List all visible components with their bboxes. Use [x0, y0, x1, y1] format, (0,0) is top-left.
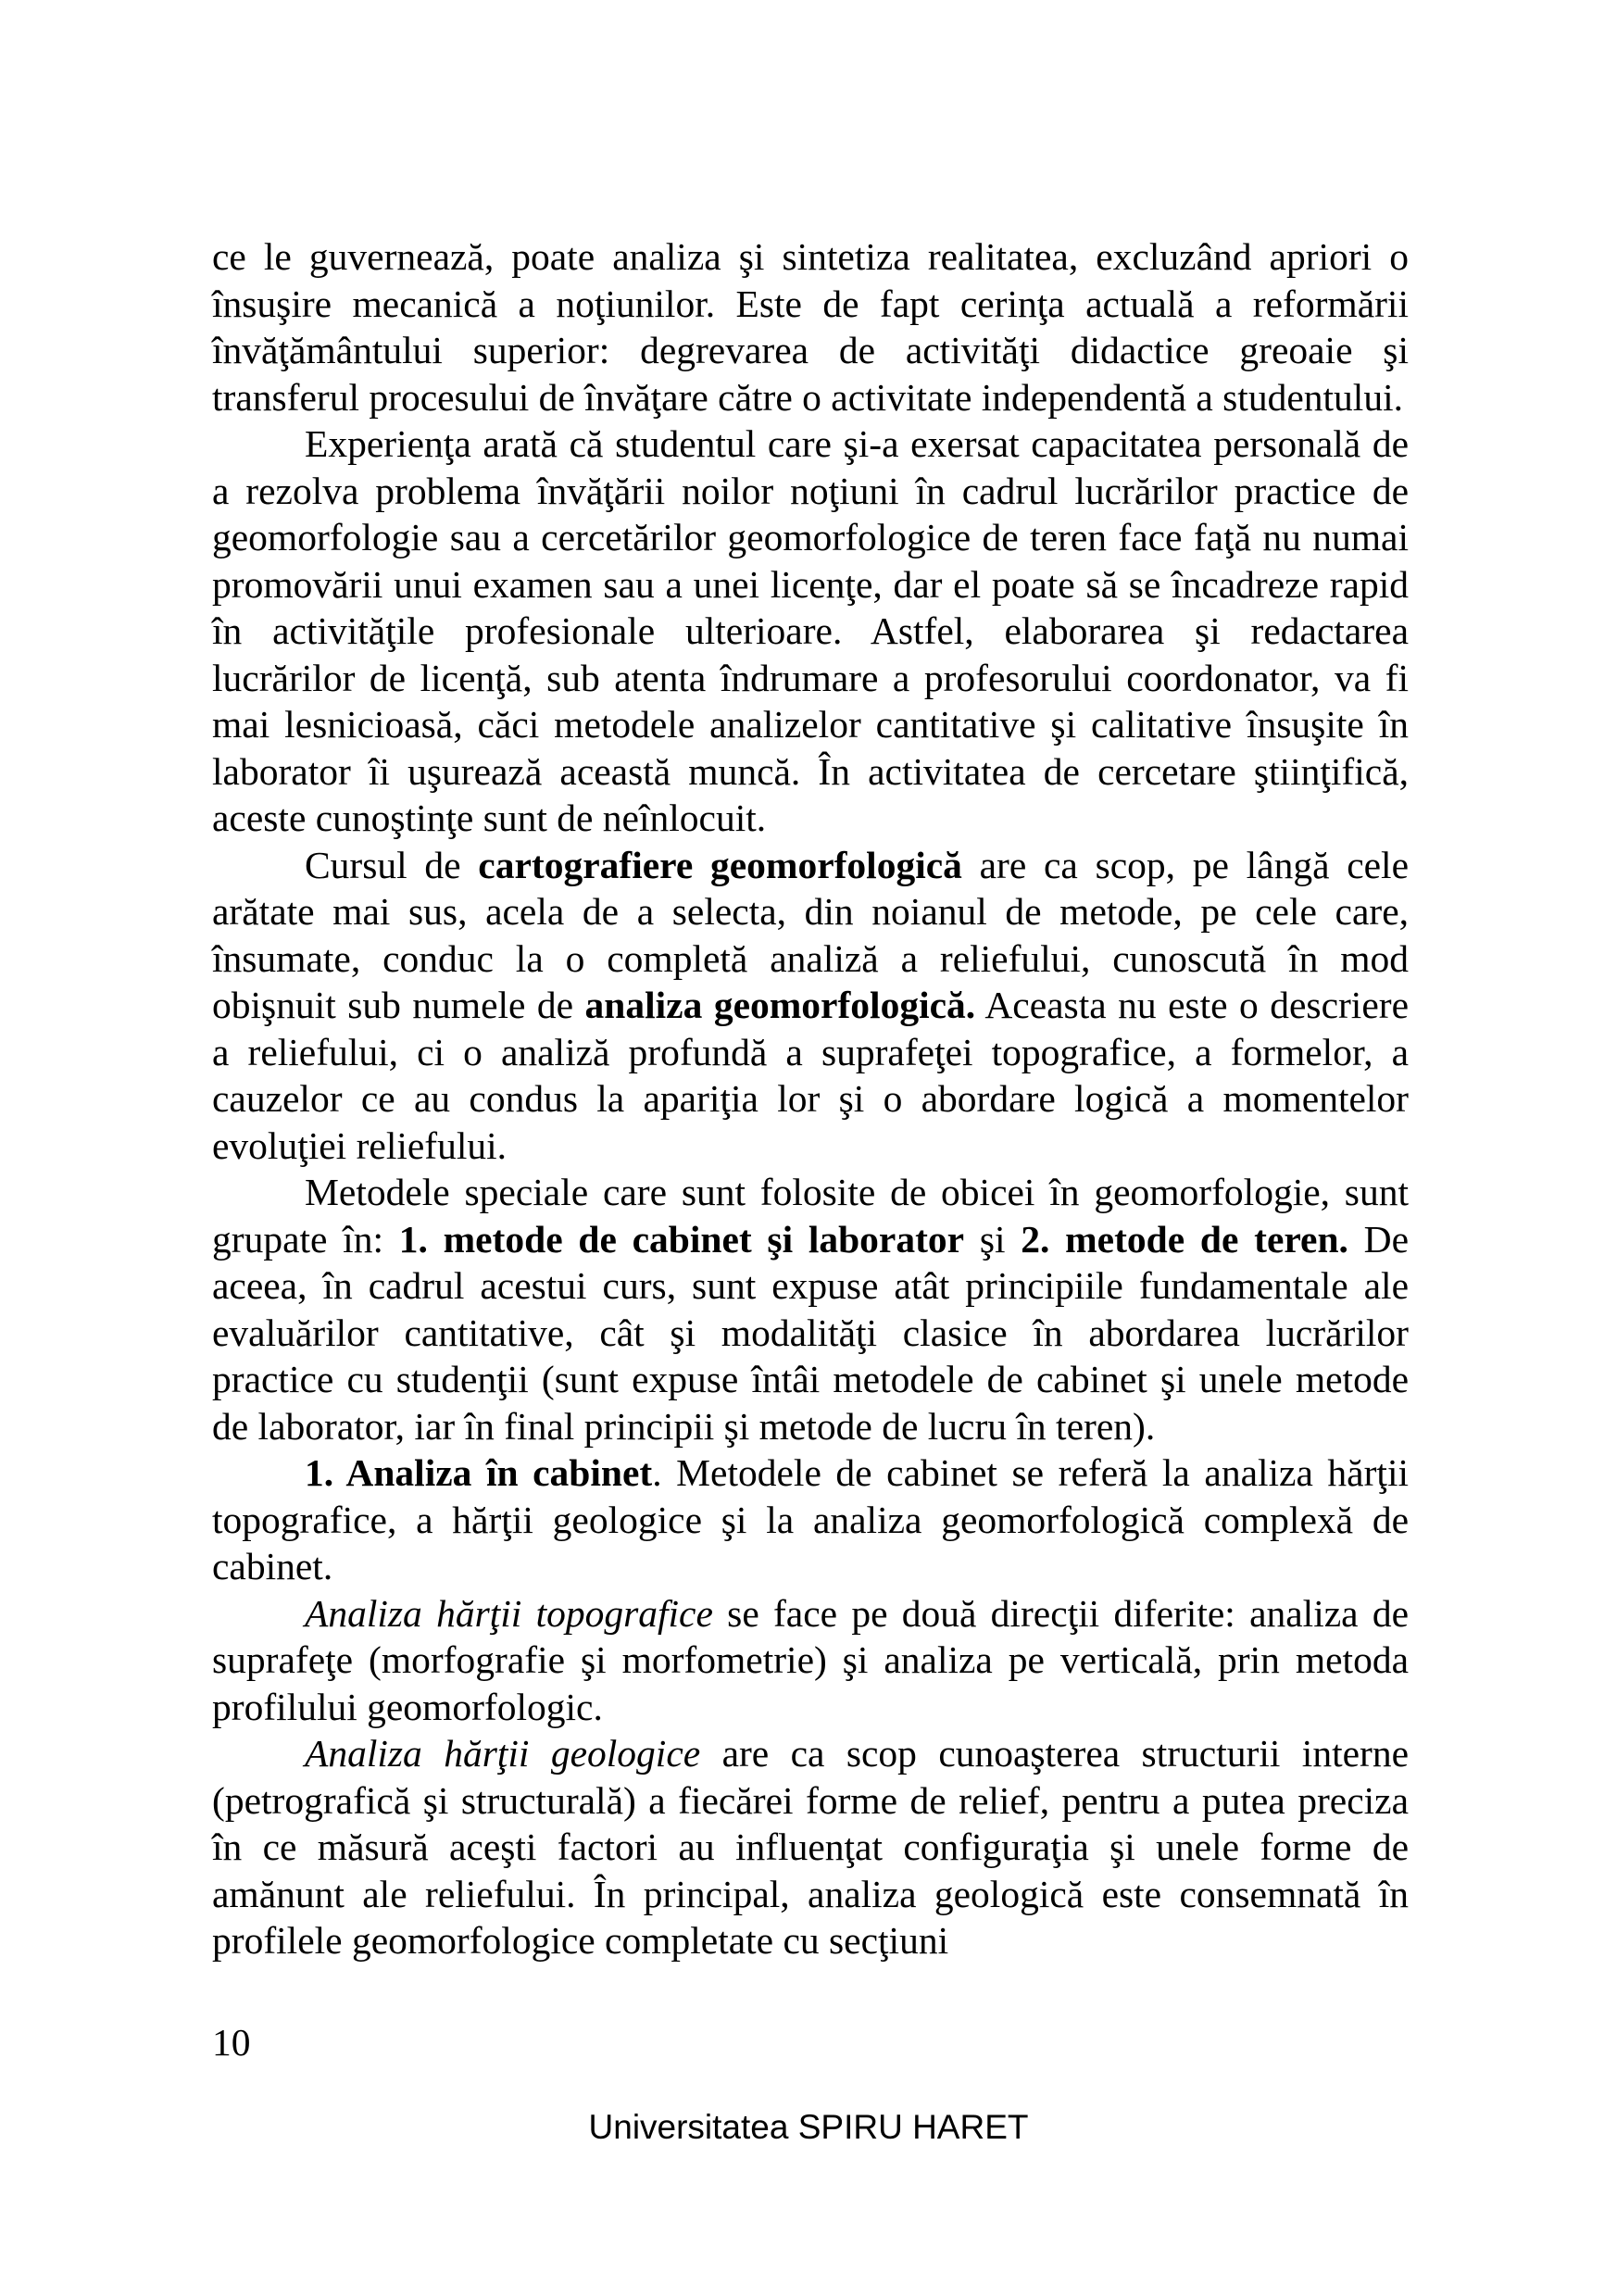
text-run: şi — [964, 1217, 1022, 1261]
italic-term-topografice: Analiza hărţii topografice — [305, 1591, 713, 1635]
paragraph-6 — [212, 1590, 1409, 1731]
bold-term-cartografiere: cartografiere geomorfologică — [478, 843, 962, 886]
paragraph-7 — [212, 1730, 1409, 1964]
paragraph-4 — [212, 1169, 1409, 1449]
bold-term-teren: 2. metode de teren. — [1021, 1217, 1348, 1261]
bold-term-analiza: analiza geomorfologică. — [584, 984, 976, 1026]
text-run: are ca scop, pe lângă cele arătate mai sus, acela de a selecta, din noianul de metode, pe cele care, însumate, conduc la o completă analiză a reliefului, cunoscută în mod obişnuit sub numele de — [212, 843, 1409, 1026]
text-run: Metodele speciale care sunt folosite de obicei în geomorfologie, sunt grupate în: — [212, 1171, 1409, 1261]
text-run: Cursul de — [305, 843, 479, 886]
section-heading: 1. Analiza în cabinet — [305, 1451, 653, 1494]
paragraph-2 — [212, 420, 1409, 842]
text-run: Experienţa arată că studentul care şi-a exersat capacitatea personală de a rezolva problema învăţării noilor noţiuni în cadrul lucrărilor practice de geomorfologie sau a cercetărilor geomorfologice de teren face faţă nu numai promovării unui examen sau a unei licenţe, dar el poate să se încadreze rapid în activităţile profesionale ulterioare. Astfel, elaborarea şi redactarea lucrărilor de licenţă, sub atenta îndrumare a profesorului coordonator, va fi mai lesnicioasă, căci metodele analizelor cantitative şi calitative însuşite în laborator îi uşurează această muncă. În activitatea de cercetare ştiinţifică, aceste cunoştinţe sunt de neînlocuit. — [212, 422, 1409, 839]
text-run: . Metodele de cabinet se referă la analiza hărţii topografice, a hărţii geologice şi la analiza geomorfologică complexă de cabinet. — [212, 1451, 1410, 1587]
bold-term-cabinet: 1. metode de cabinet şi laborator — [398, 1217, 965, 1261]
footer-university: Universitatea SPIRU HARET — [588, 2108, 1029, 2146]
text-run: ce le guvernează, poate analiza şi sintetiza realitatea, excluzând apriori o însuşire mecanică a noţiunilor. Este de fapt cerinţa actuală a reformării învăţământului superior: degrevarea de activităţi didactice greoaie şi transferul procesului de învăţare către o activitate independentă a studentului. — [212, 235, 1409, 419]
page-body-text — [212, 233, 1409, 1964]
page-number: 10 — [212, 2021, 251, 2064]
paragraph-5 — [212, 1449, 1409, 1590]
text-run: De aceea, în cadrul acestui curs, sunt expuse atât principiile fundamentale ale evaluărilor cantitative, cât şi modalităţi clasice în abordarea lucrărilor practice cu studenţii (sunt expuse întâi metodele de cabinet şi unele metode de laborator, iar în final principii şi metode de lucru în teren). — [212, 1217, 1410, 1448]
text-run: are ca scop cunoaşterea structurii interne (petrografică şi structurală) a fiecărei forme de relief, pentru a putea preciza în ce măsură aceşti factori au influenţat configuraţia şi unele forme de amănunt ale reliefului. În principal, analiza geologică este consemnată în profilele geomorfologice completate cu secţiuni — [212, 1732, 1410, 1962]
paragraph-1 — [212, 233, 1409, 420]
text-run: se face pe două direcţii diferite: analiza de suprafeţe (morfografie şi morfometrie) şi analiza pe verticală, prin metoda profilului geomorfologic. — [212, 1591, 1409, 1728]
italic-term-geologice: Analiza hărţii geologice — [305, 1732, 701, 1775]
text-run: Aceasta nu este o descriere a reliefului, ci o analiză profundă a suprafeţei topografice, a formelor, a cauzelor ce au condus la apariţia lor şi o abordare logică a momentelor evoluţiei reliefului. — [212, 984, 1409, 1167]
paragraph-3 — [212, 842, 1409, 1170]
